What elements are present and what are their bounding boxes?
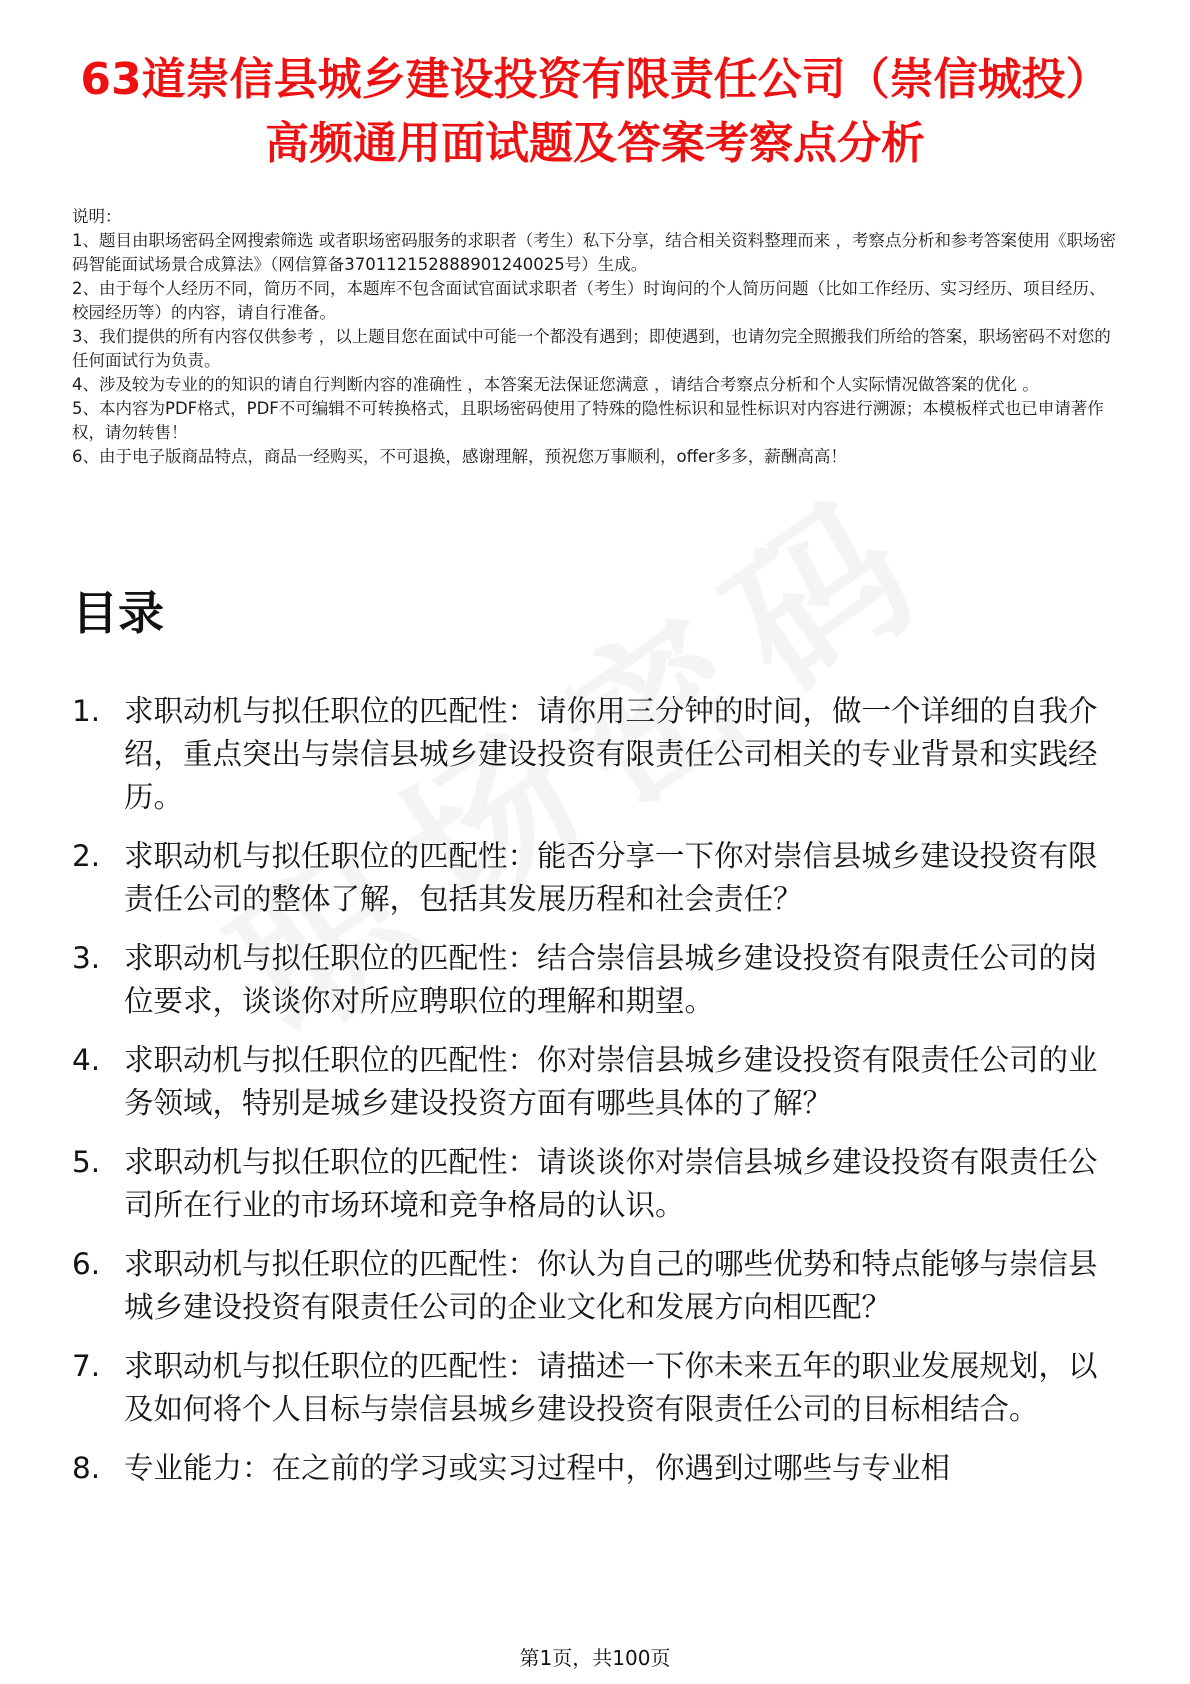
note-item-3: 3、我们提供的所有内容仅供参考 ，以上题目您在面试中可能一个都没有遇到；即使遇到，也请勿完全照搬我们所给的答案，职场密码不对您的任何面试行为负责。 [72, 327, 1111, 370]
toc-item-text: 专业能力：在之前的学习或实习过程中，你遇到过哪些与专业相 [124, 1451, 951, 1485]
toc-item-text: 求职动机与拟任职位的匹配性：能否分享一下你对崇信县城乡建设投资有限责任公司的整体了解，包括其发展历程和社会责任？ [124, 839, 1098, 916]
toc-item[interactable] [72, 1039, 1122, 1125]
note-item-6: 6、由于电子版商品特点，商品一经购买，不可退换，感谢理解，预祝您万事顺利，offer多多，薪酬高高！ [72, 447, 847, 466]
toc-item[interactable] [72, 1243, 1122, 1329]
toc-item[interactable] [72, 1447, 1122, 1490]
toc-item[interactable] [72, 835, 1122, 921]
document-title: 63道崇信县城乡建设投资有限责任公司（崇信城投）高频通用面试题及答案考察点分析 [80, 54, 1110, 169]
toc-item-text: 求职动机与拟任职位的匹配性：请你用三分钟的时间，做一个详细的自我介绍，重点突出与崇信县城乡建设投资有限责任公司相关的专业背景和实践经历。 [124, 694, 1098, 814]
toc-item[interactable] [72, 1345, 1122, 1431]
note-item-1: 1、题目由职场密码全网搜索筛选 或者职场密码服务的求职者（考生）私下分享，结合相关资料整理而来 ，考察点分析和参考答案使用《职场密码智能面试场景合成算法》（网信算备370112152888901240025号）生成。 [72, 231, 1116, 274]
note-item-5: 5、本内容为PDF格式，PDF不可编辑不可转换格式，且职场密码使用了特殊的隐性标识和显性标识对内容进行溯源；本模板样式也已申请著作权，请勿转售！ [72, 399, 1104, 442]
toc-heading: 目录 [72, 586, 164, 640]
notes-section [72, 205, 1118, 469]
page-footer: 第1页，共100页 [519, 1646, 671, 1670]
toc-item-number: 1. [72, 694, 101, 728]
toc-item-number: 3. [72, 941, 101, 975]
toc-item-number: 8. [72, 1451, 101, 1485]
toc-item-number: 7. [72, 1349, 101, 1383]
toc-item[interactable] [72, 690, 1122, 819]
toc-item-text: 求职动机与拟任职位的匹配性：你对崇信县城乡建设投资有限责任公司的业务领域，特别是城乡建设投资方面有哪些具体的了解？ [124, 1043, 1098, 1120]
note-item-2: 2、由于每个人经历不同，简历不同，本题库不包含面试官面试求职者（考生）时询问的个人简历问题（比如工作经历、实习经历、项目经历、校园经历等）的内容，请自行准备。 [72, 279, 1106, 322]
toc-item-text: 求职动机与拟任职位的匹配性：请描述一下你未来五年的职业发展规划，以及如何将个人目标与崇信县城乡建设投资有限责任公司的目标相结合。 [124, 1349, 1098, 1426]
toc-item[interactable] [72, 937, 1122, 1023]
note-item-4: 4、涉及较为专业的的知识的请自行判断内容的准确性 ，本答案无法保证您满意 ，请结合考察点分析和个人实际情况做答案的优化 。 [72, 375, 1039, 394]
toc-item-text: 求职动机与拟任职位的匹配性：结合崇信县城乡建设投资有限责任公司的岗位要求，谈谈你对所应聘职位的理解和期望。 [124, 941, 1098, 1018]
toc-item-text: 求职动机与拟任职位的匹配性：请谈谈你对崇信县城乡建设投资有限责任公司所在行业的市场环境和竞争格局的认识。 [124, 1145, 1098, 1222]
toc-item-number: 6. [72, 1247, 101, 1281]
note-header: 说明： [72, 207, 122, 226]
toc-item[interactable] [72, 1141, 1122, 1227]
toc-item-number: 4. [72, 1043, 101, 1077]
toc-item-number: 2. [72, 839, 101, 873]
toc-item-text: 求职动机与拟任职位的匹配性：你认为自己的哪些优势和特点能够与崇信县城乡建设投资有限责任公司的企业文化和发展方向相匹配？ [124, 1247, 1098, 1324]
toc-list [72, 690, 1122, 1506]
toc-item-number: 5. [72, 1145, 101, 1179]
